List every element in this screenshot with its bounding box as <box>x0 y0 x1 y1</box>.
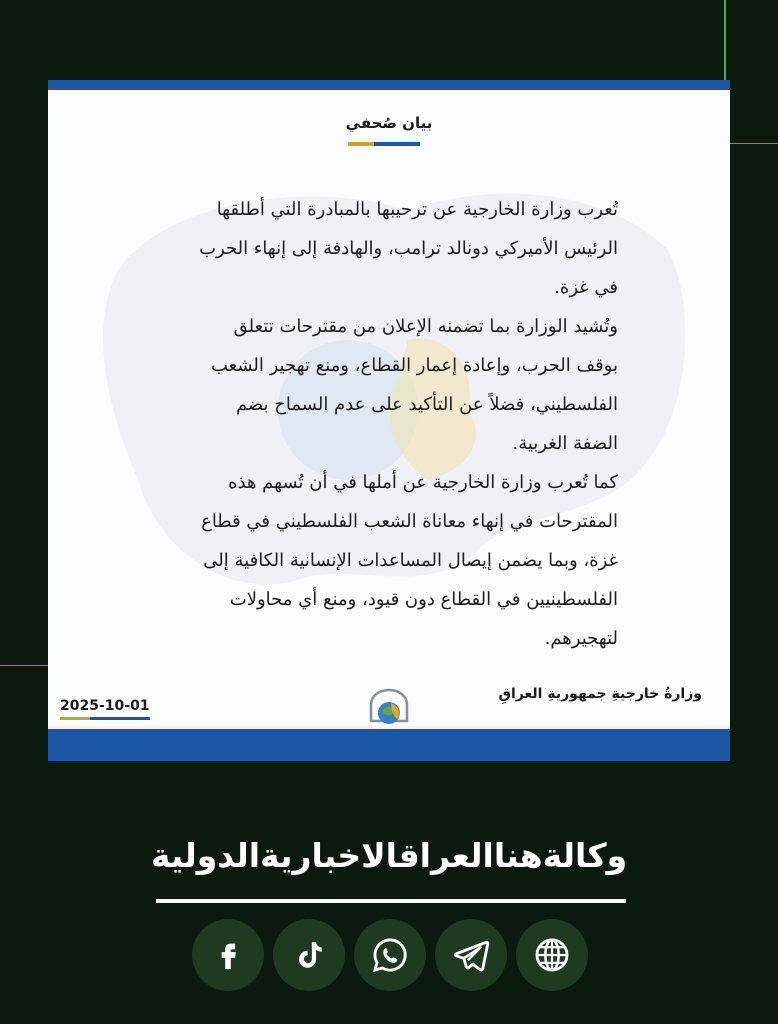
heading-rule-gold <box>348 142 374 146</box>
whatsapp-link[interactable] <box>354 919 426 991</box>
card-bottom-bar <box>48 729 730 761</box>
date-rule-blue <box>90 717 150 720</box>
statement-paragraph: وتُشيد الوزارة بما تضمنه الإعلان من مقترحات تتعلق بوقف الحرب، وإعادة إعمار القطاع، ومنع تهجير الشعب الفلسطيني، فضلاً عن التأكيد على عدم السماح بضم الضفة الغربية. <box>210 316 618 454</box>
agency-name: وكالةهناالعراقالاخباريةالدولية <box>150 836 628 875</box>
website-link[interactable] <box>516 919 588 991</box>
tiktok-icon <box>292 938 326 972</box>
statement-date: 2025-10-01 <box>60 698 150 714</box>
facebook-icon <box>211 938 245 972</box>
decor-line-top-right <box>724 0 726 80</box>
telegram-icon <box>452 936 490 974</box>
globe-icon <box>533 936 571 974</box>
decor-line-right <box>730 143 778 144</box>
statement-body <box>193 190 618 658</box>
whatsapp-icon <box>371 936 409 974</box>
press-statement-card <box>48 80 730 761</box>
statement-paragraph: كما تُعرب وزارة الخارجية عن أملها في أن تُسهم هذه المقترحات في إنهاء معاناة الشعب الفلسطيني في قطاع غزة، وبما يضمن إيصال المساعدات الإنسانية الكافية إلى الفلسطينيين في القطاع دون قيود، ومنع أي محاولات لتهجيرهم. <box>201 472 618 649</box>
date-rule-gold <box>60 717 90 720</box>
facebook-link[interactable] <box>192 919 264 991</box>
ministry-signature: وزارةُ خارجيةِ جمهوريةِ العراقِ <box>498 686 702 702</box>
agency-underline <box>156 899 626 903</box>
statement-heading: بيان صُحفي <box>345 114 433 132</box>
telegram-link[interactable] <box>435 919 507 991</box>
heading-rule-blue <box>374 142 420 146</box>
tiktok-link[interactable] <box>273 919 345 991</box>
statement-paragraph: تُعرب وزارة الخارجية عن ترحيبها بالمبادرة التي أطلقها الرئيس الأميركي دونالد ترامب، والهادفة إلى إنهاء الحرب في غزة. <box>199 199 618 298</box>
decor-line-left <box>0 665 48 666</box>
